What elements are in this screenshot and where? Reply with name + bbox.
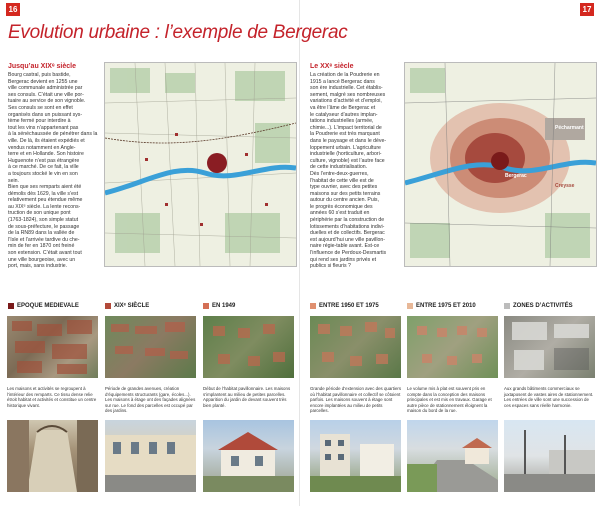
- street-photo-medieval: [7, 420, 98, 492]
- aerial-roofs-1949: [203, 316, 294, 378]
- caption-1975-2010: Le volume mis à plat est souvent pris en compte dans la conception des maisons principales et est mis en travaux. Garage et autre pièce de stationnement éloignent la maison du bord de la rue.: [407, 386, 492, 413]
- aerial-roofs-1975-2010: [407, 316, 498, 378]
- section-heading-xx: Le XXᵉ siècle: [310, 63, 354, 70]
- map-bergerac-xx: [404, 62, 597, 267]
- aerial-photo-1975-2010: [407, 316, 498, 378]
- map-bergerac-xix: [104, 62, 297, 267]
- map-label-bergerac: Bergerac: [505, 173, 527, 179]
- era-label-xix: XIXᵉ SIÈCLE: [105, 303, 149, 309]
- street-photo-1975-2010: [407, 420, 498, 492]
- street-photo-zones: [504, 420, 595, 492]
- map-label-pecharmant: Pécharmant: [555, 125, 584, 131]
- caption-1950-1975: Grande période d’extension avec des quartiers où l’habitat pavillonnaire et collectif se côtoient parfois. Les maisons souvent à étage sont encore implantées au milieu de petits parcelles.: [310, 386, 402, 413]
- street-scene-zones: [504, 420, 595, 492]
- street-scene-medieval: [7, 420, 98, 492]
- aerial-photo-medieval: [7, 316, 98, 378]
- street-photo-xix: [105, 420, 196, 492]
- era-label-1949: EN 1949: [203, 303, 235, 309]
- street-photo-1950-1975: [310, 420, 401, 492]
- aerial-roofs-1950-1975: [310, 316, 401, 378]
- caption-medieval: Les maisons et activités se regroupent à l’intérieur des remparts. Ce tissu dense relie étroit habitat et activités et constitue un centre historique vivant.: [7, 386, 97, 408]
- page-number-right: 17: [580, 3, 594, 16]
- era-label-medieval: EPOQUE MEDIEVALE: [8, 303, 79, 309]
- aerial-photo-xix: [105, 316, 196, 378]
- aerial-roofs-zones: [504, 316, 595, 378]
- era-label-1950-1975: ENTRE 1950 ET 1975: [310, 303, 379, 309]
- section-heading-xix: Jusqu’au XIXᵉ siècle: [8, 63, 76, 70]
- street-scene-1950-1975: [310, 420, 401, 492]
- map-label-creysse: Creysse: [555, 183, 575, 189]
- page-fold: [299, 0, 300, 506]
- aerial-roofs-medieval: [7, 316, 98, 378]
- era-label-zones: ZONES D’ACTIVITÉS: [504, 303, 573, 309]
- street-scene-xix: [105, 420, 196, 492]
- map-drawing-xix: [105, 63, 296, 266]
- era-label-1975-2010: ENTRE 1975 ET 2010: [407, 303, 476, 309]
- aerial-photo-1950-1975: [310, 316, 401, 378]
- section-text-xx: La création de la Poudrerie en 1915 a lancé Bergerac dans son ère industrielle. Cet établis- sement, malgré ses nombreuses variations d’activité et d’emploi, va être l’âme de Bergerac et le catalyseur d’autres implan- tations industrielles (armée, chimie...). L’impact territorial de la Poudrerie est très marquant dans le paysage et dans le déve- loppement urbain. L’agriculture industrielle (horticulture, arbori- culture, vignoble) est l’autre face de cette industrialisation. Dès l’entre-deux-guerres, l’habitat de cette ville est de type ouvrier, avec des petites maisons sur des petits terrains autour du centre ancien. Puis, le progrès économique des années 60 s’est traduit en périphérie par la construction de lotissements d’habitations indivi- duelles et de collectifs. Bergerac est aujourd’hui une ville pavillon- naire régie-table avant. Est-ce l’influence de Perdoux-Desmartis qui rend ses jardins privés et publics si fleuris ?: [310, 72, 387, 270]
- aerial-photo-zones: [504, 316, 595, 378]
- caption-1949: Début de l’habitat pavillonnaire. Les maisons s’implantent au milieu de petites parcelles. Apparition du jardin de devant souvent très bien planté.: [203, 386, 291, 408]
- street-scene-1975-2010: [407, 420, 498, 492]
- page-title: Evolution urbaine : l’exemple de Bergerac: [8, 22, 348, 43]
- street-scene-1949: [203, 420, 294, 492]
- aerial-roofs-xix: [105, 316, 196, 378]
- aerial-photo-1949: [203, 316, 294, 378]
- map-drawing-xx: [405, 63, 596, 266]
- section-text-xix: Bourg castral, puis bastide, Bergerac devient en 1255 une ville communale administrée par ses consuls. C’était une ville por- tuaire au service de son vignoble. Ses consuls se sont en effet organisés dans un puissant sys- tème fermé pour interdire à tout les vins n’appartenant pas à la sénéchaussée de pénétrer dans la ville. De là, ils étaient expédiés et vendus notamment en Angle- terre et en Hollande. Son histoire Huguenote n’est pas étrangère à ce marché. De ce fait, la ville a toujours stocké le vin en son sein. Bien que ses remparts aient été démolis dès 1629, la ville s’est relativement peu étendue même au XIXᵉ siècle. La lente recons- truction de son unique pont (1763-1824), son simple statut de sous-préfecture, le passage de la RN89 dans la vallée de l’Isle et l’arrivée tardive du che- min de fer en 1870 ont freiné son extension. C’était avant tout une ville bourgeoise, avec un port, mais, sans industrie.: [8, 72, 98, 270]
- street-photo-1949: [203, 420, 294, 492]
- caption-xix: Période de grandes avenues, création d’équipements structurants (gare, écoles...). Les maisons à étage ont des façades alignées sur rue. Le fond des parcelles est occupé par des jardins.: [105, 386, 196, 413]
- page-number-left: 16: [6, 3, 20, 16]
- caption-zones: Aux grands bâtiments commerciaux se juxtaposent de vastes aires de stationnement. Les entrées de ville sont une succession de ces espaces sans réelle harmonie.: [504, 386, 594, 408]
